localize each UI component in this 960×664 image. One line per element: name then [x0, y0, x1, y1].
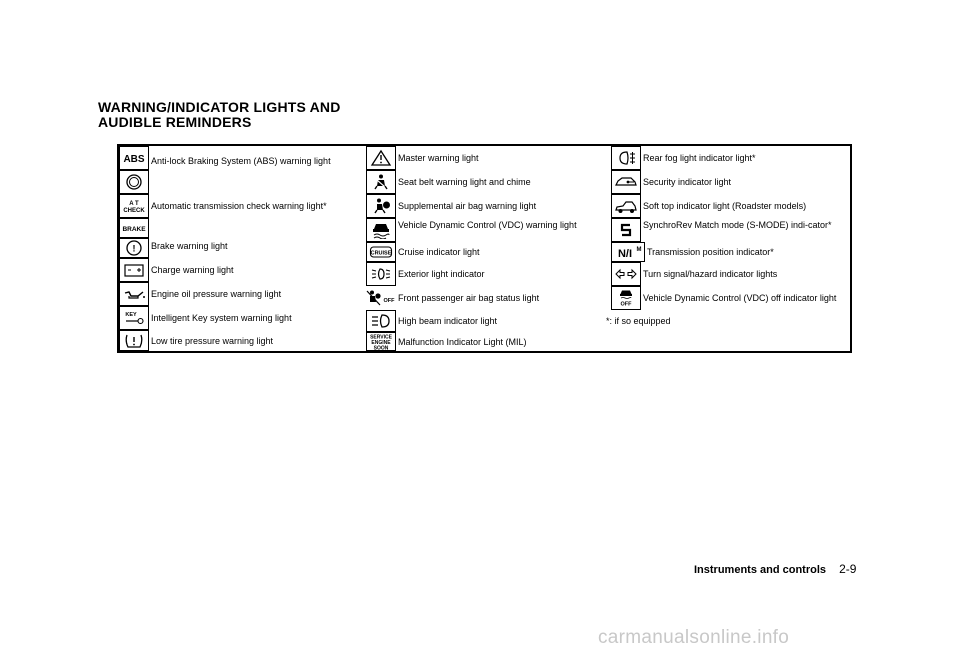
item-label: Intelligent Key system warning light	[151, 313, 292, 323]
vdc-off-icon-text: OFF	[620, 301, 632, 307]
item-label: SynchroRev Match mode (S-MODE) indi-cator*	[643, 220, 832, 230]
list-item	[119, 306, 368, 330]
list-item	[119, 258, 368, 282]
cruise-icon-text: CRUISE	[370, 250, 392, 257]
item-label: Charge warning light	[151, 265, 234, 275]
nm-icon-text: N/I	[617, 248, 633, 260]
list-item	[119, 330, 368, 351]
battery-icon	[119, 258, 149, 282]
indicator-table	[117, 144, 852, 353]
list-item	[119, 238, 368, 258]
list-item	[611, 146, 854, 170]
page-title-line1: WARNING/INDICATOR LIGHTS AND	[98, 99, 341, 115]
item-label: Seat belt warning light and chime	[398, 177, 531, 187]
list-item	[366, 286, 615, 310]
page-title	[98, 100, 341, 130]
list-item	[611, 170, 854, 194]
vdc-icon	[366, 218, 396, 242]
item-label: High beam indicator light	[398, 316, 498, 326]
oil-can-icon	[119, 282, 149, 306]
list-item	[366, 194, 615, 218]
off-icon-text: OFF	[383, 298, 395, 304]
seat-belt-icon	[366, 170, 396, 194]
item-label: Security indicator light	[643, 177, 732, 187]
abs-circle-icon	[119, 170, 149, 194]
list-item	[119, 146, 368, 170]
abs-icon-text: ABS	[123, 154, 145, 165]
item-label: Master warning light	[398, 153, 479, 163]
airbag-icon	[366, 194, 396, 218]
at-check-icon	[119, 194, 149, 218]
item-label: Malfunction Indicator Light (MIL)	[398, 336, 527, 347]
list-item	[366, 170, 615, 194]
list-item	[366, 332, 615, 351]
item-label: Exterior light indicator	[398, 269, 485, 279]
list-item	[611, 194, 854, 218]
footnote: *: if so equipped	[606, 316, 671, 326]
item-label: Transmission position indicator*	[647, 247, 774, 257]
list-item	[366, 146, 615, 170]
item-label: Automatic transmission check warning light*	[151, 201, 327, 211]
security-car-icon	[611, 170, 641, 194]
list-item	[119, 218, 368, 251]
m-icon-text: M	[636, 247, 642, 253]
list-item	[366, 262, 615, 286]
list-item	[366, 242, 615, 262]
transmission-position-icon	[611, 242, 645, 262]
passenger-airbag-off-icon	[366, 286, 396, 310]
key-icon	[119, 306, 149, 330]
list-item	[119, 170, 368, 194]
high-beam-icon	[366, 310, 396, 332]
brake-icon	[119, 218, 149, 238]
vdc-off-icon	[611, 286, 641, 310]
check-icon-text: CHECK	[123, 208, 145, 214]
master-warning-icon	[366, 146, 396, 170]
list-item	[366, 310, 615, 332]
s-mode-icon	[611, 218, 641, 242]
list-item	[611, 262, 854, 286]
cruise-icon	[366, 242, 396, 262]
key-icon-text: KEY	[125, 312, 137, 318]
list-item	[611, 286, 854, 310]
svg-text:!: !	[132, 243, 136, 254]
list-item	[119, 282, 368, 306]
item-label: Engine oil pressure warning light	[151, 289, 282, 299]
list-item	[119, 194, 368, 218]
at-icon-text: A T	[129, 201, 139, 207]
exterior-light-icon	[366, 262, 396, 286]
engine-icon-text: ENGINE	[371, 339, 391, 346]
soft-top-icon	[611, 194, 641, 218]
section-name: Instruments and controls	[694, 564, 827, 576]
page-footer	[694, 562, 856, 576]
list-item	[611, 242, 854, 262]
brake-icon-text: BRAKE	[122, 226, 146, 233]
service-engine-soon-icon	[366, 332, 396, 351]
item-label: Supplemental air bag warning light	[398, 201, 537, 211]
item-label: Front passenger air bag status light	[398, 293, 540, 303]
abs-icon	[119, 146, 149, 170]
item-label: Low tire pressure warning light	[151, 335, 274, 346]
soon-icon-text: SOON	[373, 345, 389, 351]
item-label: Vehicle Dynamic Control (VDC) off indicator light	[643, 293, 837, 303]
list-item	[366, 218, 615, 242]
watermark: carmanualsonline.info	[598, 627, 790, 648]
tire-pressure-icon	[119, 330, 149, 351]
turn-signal-icon	[611, 262, 641, 286]
item-label: Anti-lock Braking System (ABS) warning light	[151, 156, 331, 166]
page-title-line2: AUDIBLE REMINDERS	[98, 114, 252, 130]
list-item	[611, 218, 854, 242]
item-label: Turn signal/hazard indicator lights	[643, 269, 778, 279]
item-label: Vehicle Dynamic Control (VDC) warning light	[398, 220, 577, 230]
item-label: Brake warning light	[151, 241, 228, 251]
service-icon-text: SERVICE	[370, 334, 392, 340]
brake-circle-icon	[119, 238, 149, 258]
item-label: Rear fog light indicator light*	[643, 153, 756, 163]
item-label: Cruise indicator light	[398, 247, 480, 257]
page-number: 2-9	[839, 562, 857, 576]
rear-fog-icon	[611, 146, 641, 170]
item-label: Soft top indicator light (Roadster models)	[643, 201, 807, 211]
